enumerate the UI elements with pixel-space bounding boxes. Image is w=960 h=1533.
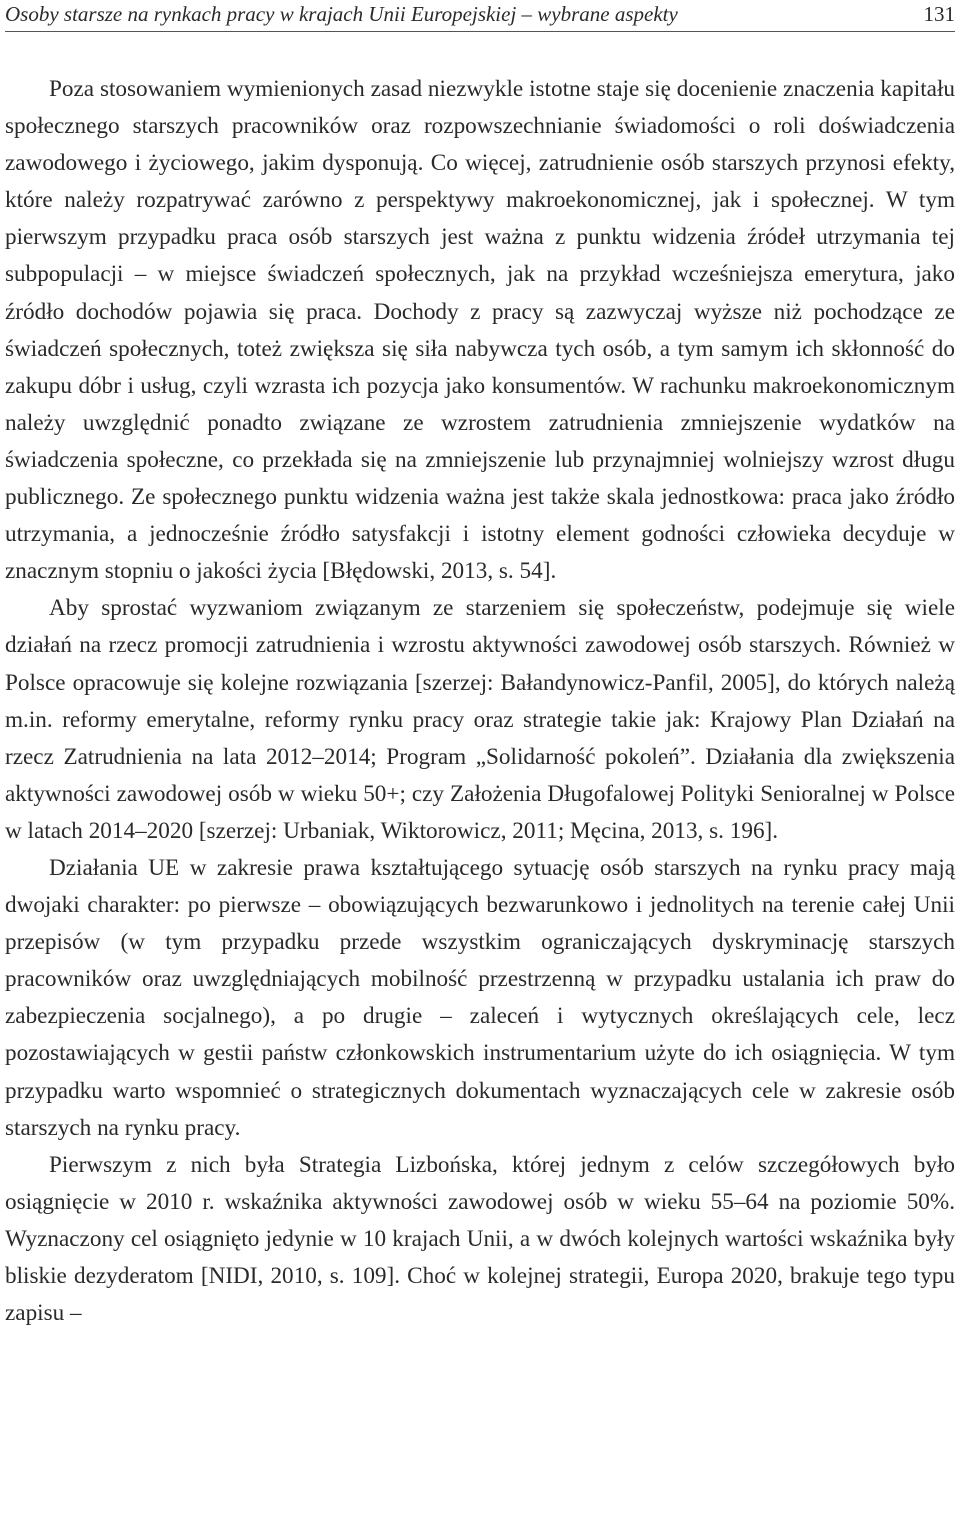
paragraph-3: Działania UE w zakresie prawa kształtującego sytuację osób starszych na rynku pracy mają dwojaki charakter: po pierwsze – obowiązujących bezwarunkowo i jednolitych na terenie całej Unii przepisów (w tym przypadku przede wszystkim ograniczających dyskryminację starszych pracowników oraz uwzględniających mobilność przestrzenną w przypadku ustalania ich praw do zabezpieczenia socjalnego), a po drugie – zaleceń i wytycznych określających cele, lecz pozostawiających w gestii państw członkowskich instrumentarium użyte do ich osiągnięcia. W tym przypadku warto wspomnieć o strategicznych dokumentach wyznaczających cele w zakresie osób starszych na rynku pracy. <box>5 854 955 1141</box>
running-header <box>5 1 955 27</box>
paragraph-2: Aby sprostać wyzwaniom związanym ze starzeniem się społeczeństw, podejmuje się wiele działań na rzecz promocji zatrudnienia i wzrostu aktywności zawodowej osób starszych. Również w Polsce opracowuje się kolejne rozwiązania [szerzej: Bałandynowicz-Panfil, 2005], do których należą m.in. reformy emerytalne, reformy rynku pracy oraz strategie takie jak: Krajowy Plan Działań na rzecz Zatrudnienia na lata 2012–2014; Program „Solidarność pokoleń”. Działania dla zwiększenia aktywności zawodowej osób w wieku 50+; czy Założenia Długofalowej Polityki Senioralnej w Polsce w latach 2014–2020 [szerzej: Urbaniak, Wiktorowicz, 2011; Męcina, 2013, s. 196]. <box>5 595 955 844</box>
page-number: 131 <box>923 2 955 26</box>
paragraph-1: Poza stosowaniem wymienionych zasad niezwykle istotne staje się docenienie znaczenia kapitału społecznego starszych pracowników oraz rozpowszechnianie świadomości o roli doświadczenia zawodowego i życiowego, jakim dysponują. Co więcej, zatrudnienie osób starszych przynosi efekty, które należy rozpatrywać zarówno z perspektywy makroekonomicznej, jak i społecznej. W tym pierwszym przypadku praca osób starszych jest ważna z punktu widzenia źródeł utrzymania tej subpopulacji – w miejsce świadczeń społecznych, jak na przykład wcześniejsza emerytura, jako źródło dochodów pojawia się praca. Dochody z pracy są zazwyczaj wyższe niż pochodzące ze świadczeń społecznych, toteż zwiększa się siła nabywcza tych osób, a tym samym ich skłonność do zakupu dóbr i usług, czyli wzrasta ich pozycja jako konsumentów. W rachunku makroekonomicznym należy uwzględnić ponadto związane ze wzrostem zatrudnienia zmniejszenie wydatków na świadczenia społeczne, co przekłada się na zmniejszenie lub przynajmniej wolniejszy wzrost długu publicznego. Ze społecznego punktu widzenia ważna jest także skala jednostkowa: praca jako źródło utrzymania, a jednocześnie źródło satysfakcji i istotny element godności człowieka decyduje w znacznym stopniu o jakości życia [Błędowski, 2013, s. 54]. <box>5 76 955 585</box>
body-text <box>5 71 955 1332</box>
paragraph-4: Pierwszym z nich była Strategia Lizbońska, której jednym z celów szczegółowych było osiągnięcie w 2010 r. wskaźnika aktywności zawodowej osób w wieku 55–64 na poziomie 50%. Wyznaczony cel osiągnięto jedynie w 10 krajach Unii, a w dwóch kolejnych wartości wskaźnika były bliskie dezyderatom [NIDI, 2010, s. 109]. Choć w kolejnej strategii, Europa 2020, brakuje tego typu zapisu – <box>5 1151 955 1327</box>
header-rule <box>5 31 955 32</box>
book-page <box>5 0 955 1332</box>
running-title: Osoby starsze na rynkach pracy w krajach Unii Europejskiej – wybrane aspekty <box>5 2 678 26</box>
